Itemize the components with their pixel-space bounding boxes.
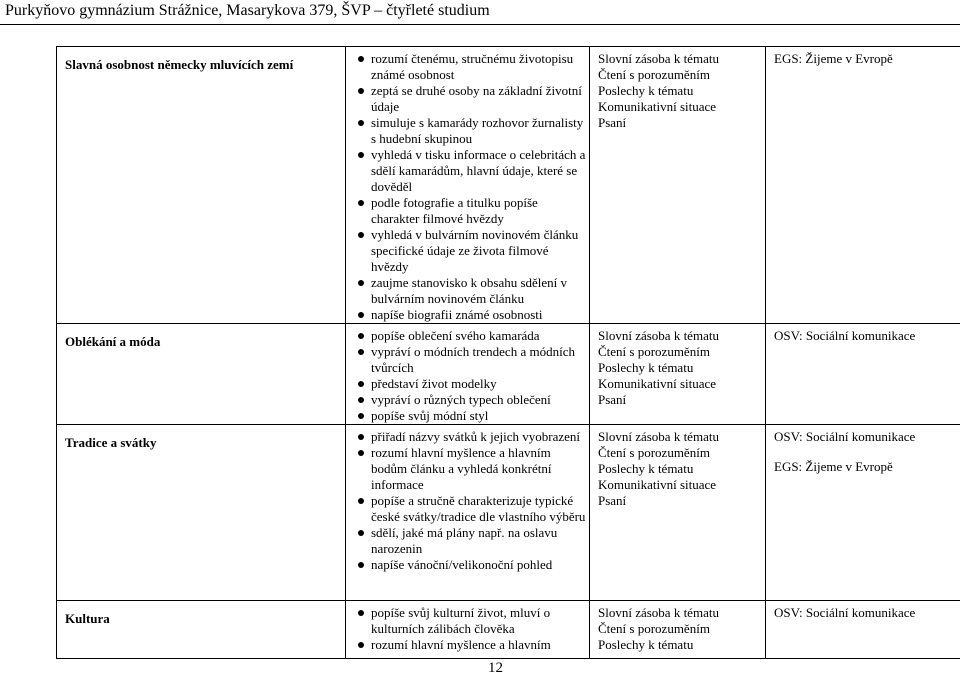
outcome-text: popíše oblečení svého kamaráda: [371, 328, 540, 343]
bullet-icon: [358, 200, 364, 206]
content-cell: [590, 601, 766, 659]
content-item: Poslechy k tématu: [590, 461, 765, 477]
content-cell: [590, 47, 766, 324]
bullet-icon: [358, 333, 364, 339]
content-item: Komunikativní situace: [590, 99, 765, 115]
topic-title: Oblékání a móda: [65, 334, 345, 350]
theme-item: OSV: Sociální komunikace: [766, 328, 960, 344]
list-item: [346, 376, 589, 392]
content-item: Slovní zásoba k tématu: [590, 51, 765, 67]
content-item: Psaní: [590, 493, 765, 509]
topic-cell: [57, 425, 346, 601]
bullet-icon: [358, 498, 364, 504]
bullet-icon: [358, 120, 364, 126]
outcome-text: popíše svůj kulturní život, mluví o kulturních zálibách člověka: [371, 605, 550, 636]
bullet-icon: [358, 562, 364, 568]
table-row: [57, 47, 960, 324]
list-item: [346, 493, 589, 525]
outcomes-cell: [346, 425, 590, 601]
table-row: [57, 425, 960, 601]
list-item: [346, 605, 589, 637]
content-item: Poslechy k tématu: [590, 83, 765, 99]
list-item: [346, 51, 589, 83]
bullet-icon: [358, 642, 364, 648]
content-item: Čtení s porozuměním: [590, 445, 765, 461]
page-header-title: Purkyňovo gymnázium Strážnice, Masarykova 379, ŠVP – čtyřleté studium: [5, 2, 490, 20]
list-item: [346, 429, 589, 445]
outcome-text: podle fotografie a titulku popíše charakter filmové hvězdy: [371, 195, 538, 226]
bullet-icon: [358, 610, 364, 616]
bullet-icon: [358, 232, 364, 238]
table-row: [57, 601, 960, 659]
list-item: [346, 445, 589, 493]
bullet-icon: [358, 397, 364, 403]
content-item: Slovní zásoba k tématu: [590, 605, 765, 621]
themes-cell: [766, 47, 960, 324]
topic-cell: [57, 324, 346, 425]
topic-title: Tradice a svátky: [65, 435, 345, 451]
outcome-text: napíše vánoční/velikonoční pohled: [371, 557, 552, 572]
list-item: [346, 392, 589, 408]
content-item: Slovní zásoba k tématu: [590, 328, 765, 344]
themes-cell: [766, 425, 960, 601]
outcome-text: napíše biografii známé osobnosti: [371, 307, 543, 322]
outcomes-cell: [346, 324, 590, 425]
outcome-text: zaujme stanovisko k obsahu sdělení v bulvárním novinovém článku: [371, 275, 567, 306]
list-item: [346, 344, 589, 376]
themes-cell: [766, 601, 960, 659]
topic-cell: [57, 47, 346, 324]
bullet-icon: [358, 434, 364, 440]
content-cell: [590, 425, 766, 601]
theme-item: EGS: Žijeme v Evropě: [766, 459, 960, 475]
list-item: [346, 307, 589, 323]
table-row: [57, 324, 960, 425]
list-item: [346, 328, 589, 344]
list-item: [346, 83, 589, 115]
page-number: 12: [488, 660, 503, 677]
topic-title: Kultura: [65, 611, 345, 627]
theme-item: OSV: Sociální komunikace: [766, 429, 960, 445]
outcome-text: simuluje s kamarády rozhovor žurnalisty s hudební skupinou: [371, 115, 583, 146]
outcome-text: rozumí čtenému, stručnému životopisu známé osobnost: [371, 51, 573, 82]
outcome-text: vyhledá v bulvárním novinovém článku specifické údaje ze života filmové hvězdy: [371, 227, 578, 274]
outcome-text: představí život modelky: [371, 376, 497, 391]
outcome-text: rozumí hlavní myšlence a hlavním bodům článku a vyhledá konkrétní informace: [371, 445, 552, 492]
topic-cell: [57, 601, 346, 659]
list-item: [346, 195, 589, 227]
list-item: [346, 408, 589, 424]
outcome-text: popíše svůj módní styl: [371, 408, 488, 423]
bullet-icon: [358, 88, 364, 94]
outcomes-cell: [346, 601, 590, 659]
content-item: Čtení s porozuměním: [590, 344, 765, 360]
outcome-text: rozumí hlavní myšlence a hlavním: [371, 637, 551, 652]
outcome-text: vypráví o módních trendech a módních tvůrcích: [371, 344, 575, 375]
content-item: Komunikativní situace: [590, 376, 765, 392]
outcome-text: popíše a stručně charakterizuje typické české svátky/tradice dle vlastního výběru: [371, 493, 585, 524]
list-item: [346, 557, 589, 573]
bullet-icon: [358, 413, 364, 419]
curriculum-table: [56, 46, 960, 659]
topic-title: Slavná osobnost německy mluvících zemí: [65, 57, 345, 73]
list-item: [346, 227, 589, 275]
list-item: [346, 115, 589, 147]
content-item: Psaní: [590, 392, 765, 408]
content-cell: [590, 324, 766, 425]
bullet-icon: [358, 312, 364, 318]
bullet-icon: [358, 152, 364, 158]
outcomes-cell: [346, 47, 590, 324]
header-divider: [0, 24, 960, 25]
content-item: Psaní: [590, 115, 765, 131]
outcome-text: zeptá se druhé osoby na základní životní údaje: [371, 83, 582, 114]
list-item: [346, 147, 589, 195]
content-item: Poslechy k tématu: [590, 637, 765, 653]
theme-item: EGS: Žijeme v Evropě: [766, 51, 960, 67]
bullet-icon: [358, 280, 364, 286]
outcome-text: vyhledá v tisku informace o celebritách a sdělí kamarádům, hlavní údaje, které se dověděl: [371, 147, 585, 194]
content-item: Čtení s porozuměním: [590, 67, 765, 83]
outcome-text: sdělí, jaké má plány např. na oslavu narozenin: [371, 525, 557, 556]
outcome-text: vypráví o různých typech oblečení: [371, 392, 551, 407]
content-item: Čtení s porozuměním: [590, 621, 765, 637]
outcome-text: přiřadí názvy svátků k jejich vyobrazení: [371, 429, 580, 444]
bullet-icon: [358, 56, 364, 62]
list-item: [346, 637, 589, 653]
theme-item: OSV: Sociální komunikace: [766, 605, 960, 621]
bullet-icon: [358, 450, 364, 456]
themes-cell: [766, 324, 960, 425]
bullet-icon: [358, 381, 364, 387]
bullet-icon: [358, 530, 364, 536]
bullet-icon: [358, 349, 364, 355]
content-item: Poslechy k tématu: [590, 360, 765, 376]
content-item: Komunikativní situace: [590, 477, 765, 493]
list-item: [346, 525, 589, 557]
content-item: Slovní zásoba k tématu: [590, 429, 765, 445]
list-item: [346, 275, 589, 307]
